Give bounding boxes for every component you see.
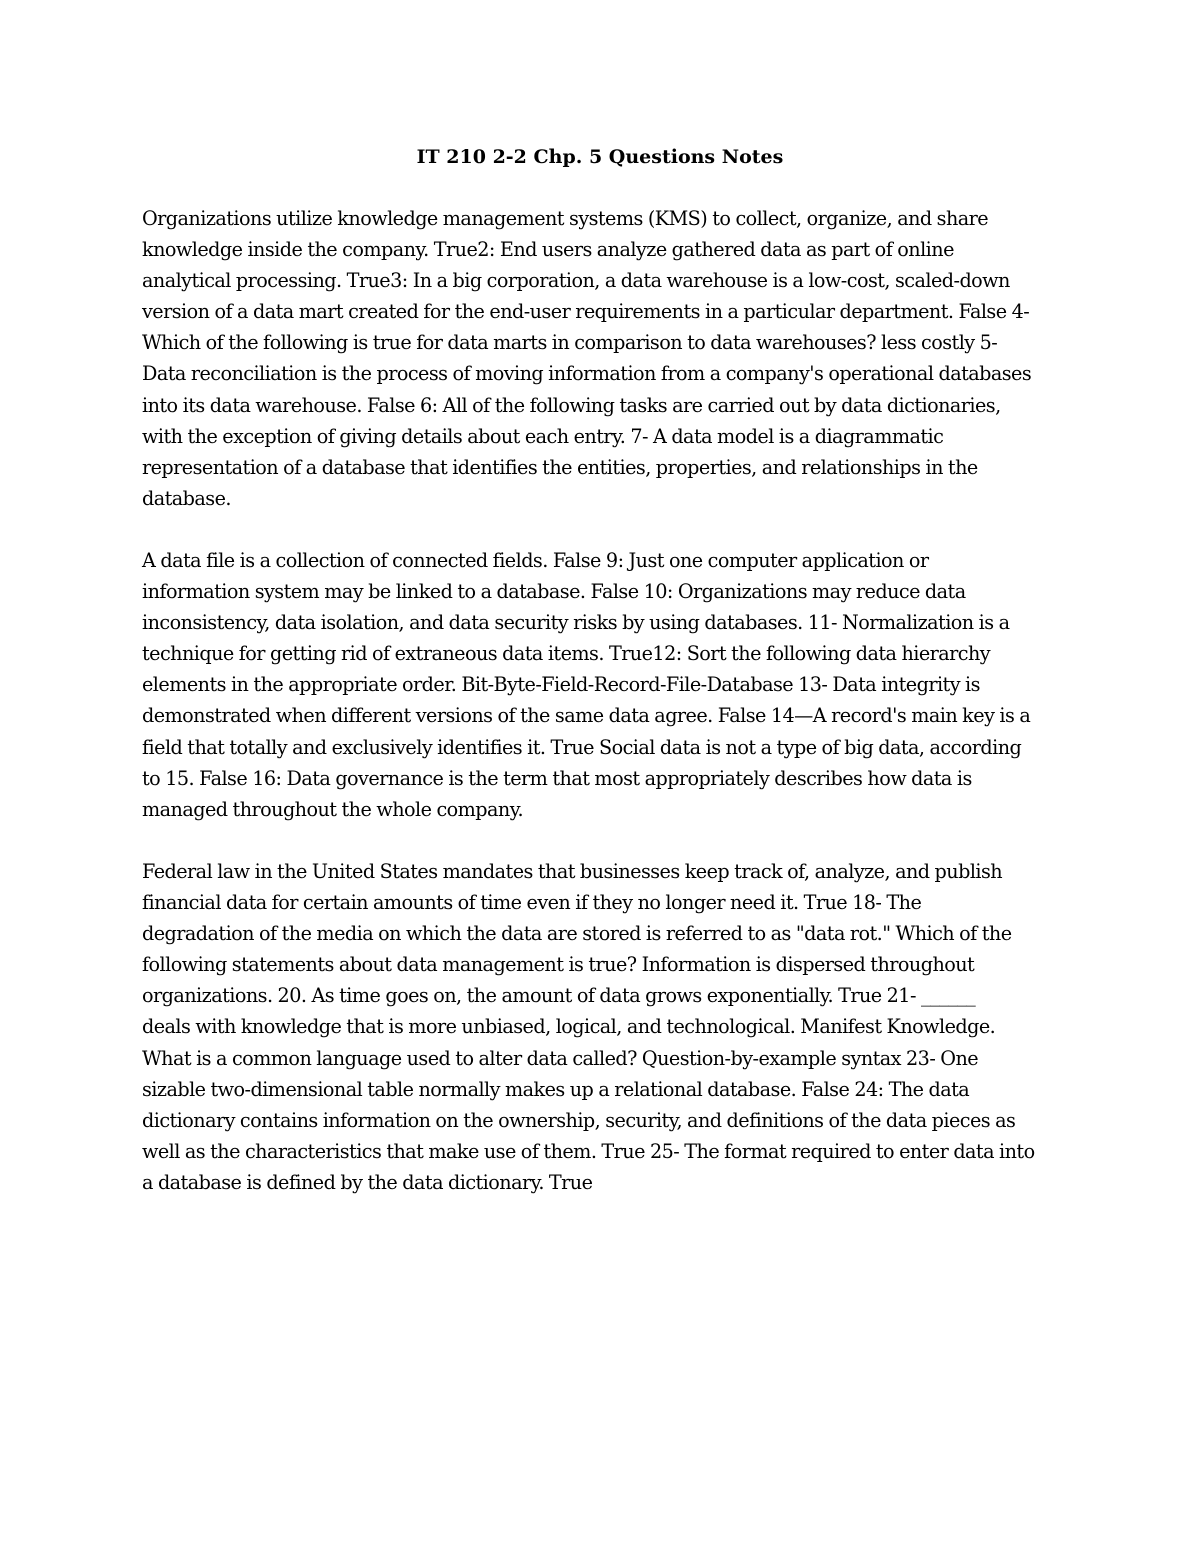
paragraph-line: knowledge inside the company. True2: End users analyze gathered data as part of online bbox=[142, 238, 954, 262]
paragraph-line: well as the characteristics that make use of them. True 25- The format required to enter data into bbox=[142, 1139, 1035, 1163]
paragraph-line: A data file is a collection of connected fields. False 9: Just one computer application or bbox=[142, 549, 929, 572]
paragraph-line: Data reconciliation is the process of moving information from a company's operational databases bbox=[142, 362, 1032, 386]
paragraph-line: deals with knowledge that is more unbiased, logical, and technological. Manifest Knowledge. bbox=[142, 1015, 996, 1039]
paragraph-line: demonstrated when different versions of the same data agree. False 14—A record's main key is a bbox=[142, 704, 1031, 728]
paragraph-line: inconsistency, data isolation, and data security risks by using databases. 11- Normalization is a bbox=[142, 611, 1010, 635]
paragraph-line: a database is defined by the data dictionary. True bbox=[142, 1170, 593, 1194]
document-title: IT 210 2-2 Chp. 5 Questions Notes bbox=[416, 146, 784, 168]
paragraph-line: Federal law in the United States mandates that businesses keep track of, analyze, and publish bbox=[142, 860, 1003, 883]
paragraph-line: to 15. False 16: Data governance is the term that most appropriately describes how data is bbox=[142, 766, 972, 790]
paragraph-line: degradation of the media on which the data are stored is referred to as "data rot." Which of the bbox=[142, 922, 1012, 946]
paragraph-line: What is a common language used to alter data called? Question-by-example syntax 23- One bbox=[142, 1046, 979, 1070]
paragraph-line: Organizations utilize knowledge management systems (KMS) to collect, organize, and share bbox=[142, 207, 989, 230]
paragraph-line: information system may be linked to a database. False 10: Organizations may reduce data bbox=[142, 580, 966, 604]
paragraph-line: elements in the appropriate order. Bit-Byte-Field-Record-File-Database 13- Data integrity is bbox=[142, 673, 980, 697]
paragraph-line: version of a data mart created for the end-user requirements in a particular department. False 4- bbox=[142, 300, 1030, 324]
paragraph-line: into its data warehouse. False 6: All of the following tasks are carried out by data dictionaries, bbox=[142, 393, 1001, 417]
paragraph-line: organizations. 20. As time goes on, the amount of data grows exponentially. True 21- ______ bbox=[142, 984, 976, 1008]
paragraph-3 bbox=[142, 856, 1067, 1198]
paragraph-line: technique for getting rid of extraneous data items. True12: Sort the following data hierarchy bbox=[142, 642, 991, 666]
paragraph-1 bbox=[142, 203, 1067, 514]
paragraph-line: financial data for certain amounts of time even if they no longer need it. True 18- The bbox=[142, 891, 922, 915]
paragraph-line: database. bbox=[142, 486, 231, 510]
paragraph-line: Which of the following is true for data marts in comparison to data warehouses? less costly 5- bbox=[142, 331, 998, 355]
paragraph-line: following statements about data management is true? Information is dispersed throughout bbox=[142, 953, 975, 977]
paragraph-line: with the exception of giving details about each entry. 7- A data model is a diagrammatic bbox=[142, 424, 944, 448]
paragraph-2 bbox=[142, 545, 1067, 825]
paragraph-line: representation of a database that identifies the entities, properties, and relationships in the bbox=[142, 455, 978, 479]
paragraph-line: sizable two-dimensional table normally makes up a relational database. False 24: The data bbox=[142, 1077, 970, 1101]
paragraph-line: field that totally and exclusively identifies it. True Social data is not a type of big data, according bbox=[142, 735, 1022, 759]
paragraph-line: dictionary contains information on the ownership, security, and definitions of the data pieces as bbox=[142, 1108, 1016, 1132]
paragraph-line: analytical processing. True3: In a big corporation, a data warehouse is a low-cost, scaled-down bbox=[142, 269, 1010, 293]
paragraph-line: managed throughout the whole company. bbox=[142, 797, 524, 821]
